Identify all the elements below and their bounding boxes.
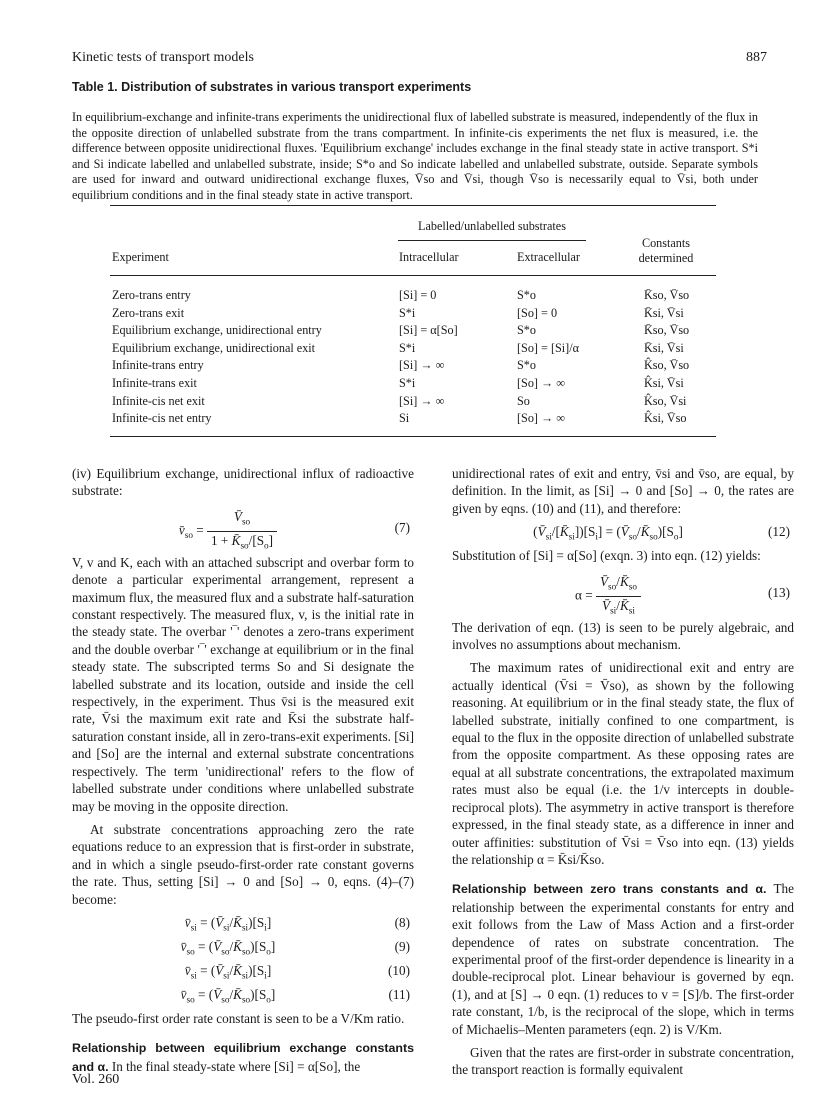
cell-intracellular: S*i <box>399 305 416 320</box>
paragraph-text: The relationship between the experimental constants for entry and exit follows from the Law of Mass Action and a first-order dependence of rates on substrate concentration. The experimental proof of the first-order dependence is linearity in a double-reciprocal plot. Linear behaviour is governed by eqn. (1), and at [S] → 0 eqn. (1) reduces to v = [S]/b. The first-order rate constant, 1/b, is the reciprocal of the slope, which in terms of Michaelis–Menten parameters (eqn. 2) is V/Km. <box>452 881 795 1037</box>
page-number: 887 <box>746 50 767 65</box>
col-header-determined: determined <box>638 251 694 265</box>
cell-constants: K̄si, V̄si <box>644 340 684 355</box>
col-header-extracellular: Extracellular <box>517 250 580 264</box>
cell-experiment: Infinite-cis net entry <box>112 411 212 426</box>
left-column <box>72 465 414 1082</box>
equation-number: (13) <box>768 584 790 600</box>
cell-constants: K̄so, V̄so <box>644 323 690 338</box>
cell-intracellular: [Si] = α[So] <box>399 323 458 338</box>
paragraph-text: In the final steady-state where [Si] = α[So], the <box>111 1058 361 1074</box>
table-top-rule <box>110 205 716 206</box>
col-header-constants: Constants <box>641 236 691 250</box>
cell-constants: K̂si, V̄so <box>644 411 687 426</box>
cell-extracellular: S*o <box>517 323 536 338</box>
paragraph: V, v and K, each with an attached subscript and overbar form to denote a particular experimental arrangement, represent a maximum flux, the measured flux and a substrate half-saturation constant respectively. The measured flux, v, is the initial rate in the steady state. The overbar '‾' denotes a zero-trans experiment and the double overbar '‾' exchange at equilibrium or in the final steady state. The subscripted terms So and Si designate the labelled substrate and its location, outside and inside the cell respectively, in the experiment. Thus v̄si is the measured exit rate, V̄si the maximum exit rate and K̄si the substrate half-saturation constant inside, all in zero-trans-exit experiments. [Si] and [So] are the internal and external substrate concentrations respectively. The term 'unidirectional' refers to the flow of labelled substrate under conditions where unlabelled substrate may be moving in the opposite direction. <box>72 554 414 814</box>
cell-extracellular: [So] → ∞ <box>517 376 565 390</box>
cell-constants: K̄si, V̄si <box>644 305 684 320</box>
cell-constants: K̂so, V̄so <box>644 358 690 373</box>
cell-extracellular: [So] = [Si]/α <box>517 340 580 355</box>
cell-intracellular: S*i <box>399 340 416 355</box>
section-heading: Relationship between equilibrium exchange constants and α. <box>72 1041 414 1074</box>
cell-constants: K̂so, V̄si <box>644 393 687 408</box>
cell-intracellular: S*i <box>399 376 416 390</box>
group-header-rule <box>398 240 586 241</box>
cell-extracellular: [So] → ∞ <box>517 411 565 426</box>
cell-experiment: Equilibrium exchange, unidirectional entry <box>112 323 322 338</box>
col-header-experiment: Experiment <box>112 250 169 264</box>
equation-number: (10) <box>388 962 410 978</box>
paragraph: At substrate concentrations approaching zero the rate equations reduce to an expression that is first-order in substrate, and in which a single pseudo-first-order rate constant governs the rate. Thus, setting [Si] → 0 and [So] → 0, eqns. (4)–(7) become: <box>72 821 414 907</box>
cell-experiment: Infinite-trans exit <box>112 376 197 390</box>
table-header-rule <box>110 275 716 276</box>
equation-number: (7) <box>394 519 410 535</box>
paragraph: Substitution of [Si] = α[So] (exqn. 3) into eqn. (12) yields: <box>452 548 761 564</box>
equation-number: (12) <box>768 524 790 540</box>
equation-8: $v̄_{si}$ = $(V̄_{si}/K̄_{si})[S_i]$ (8) <box>184 914 410 933</box>
equation-10: $v̄_{si}$ = $(V̄_{si}/K̄_{si})[S_i]$ (10) <box>184 962 410 981</box>
table-caption: In equilibrium-exchange and infinite-trans experiments the unidirectional flux of labelled substrate is measured, independently of the flux in the opposite direction of unlabelled substrate from the trans compartment. In infinite-cis experiments the net flux is measured, i.e. the difference between opposite unidirectional fluxes. 'Equilibrium exchange' includes exchange in the final steady state in active transport. S*i and Si indicate labelled and unlabelled substrate, inside; S*o and So indicate labelled and unlabelled substrate, outside. Separate symbols are used for inward and outward unidirectional exchange fluxes, V̄so and V̄si, though V̄so is necessarily equal to V̄si, both under equilibrium conditions and in the final steady state in active transport. <box>72 110 758 202</box>
cell-intracellular: Si <box>399 411 410 426</box>
cell-experiment: Infinite-trans entry <box>112 358 204 373</box>
equation-number: (8) <box>394 914 410 930</box>
paragraph: The derivation of eqn. (13) is seen to be purely algebraic, and involves no assumptions about mechanism. <box>452 619 794 653</box>
cell-intracellular: [Si] → ∞ <box>399 393 445 408</box>
cell-constants: K̂si, V̄si <box>644 376 684 390</box>
right-column <box>452 465 794 1085</box>
cell-constants: K̄so, V̄so <box>644 288 690 302</box>
equation-12: $(V̄_{si}/[K̄_{si}])[S_i]$ = $(V̄_{so}/K̄_{so})[S_o]$ (12) <box>533 524 790 542</box>
equation-number: (9) <box>394 938 410 954</box>
equation-9: $v̄_{so}$ = $(V̄_{so}/K̄_{so})[S_o]$ (9) <box>180 938 410 957</box>
paragraph: unidirectional rates of exit and entry, v̄si and v̄so, are equal, by definition. In the limit, as [Si] → 0 and [So] → 0, the rates are given by eqns. (10) and (11), and therefore: <box>452 466 794 516</box>
cell-intracellular: [Si] = 0 <box>399 288 437 302</box>
cell-extracellular: [So] = 0 <box>517 305 558 320</box>
paragraph: Given that the rates are first-order in substrate concentration, the transport reaction is formally equivalent <box>452 1044 794 1078</box>
table-group-header: Labelled/unlabelled substrates <box>418 219 566 233</box>
equation-number: (11) <box>388 986 410 1002</box>
cell-experiment: Infinite-cis net exit <box>112 393 205 408</box>
col-header-intracellular: Intracellular <box>399 250 459 264</box>
equation-13: α = $\frac{V̄_{so}/K̄_{so}}{V̄_{si}/K̄_{si}}$ (13) <box>575 573 790 616</box>
cell-experiment: Zero-trans entry <box>112 288 191 302</box>
cell-extracellular: S*o <box>517 288 536 302</box>
cell-extracellular: So <box>517 393 530 408</box>
equation-11: $v̄_{so}$ = $(V̄_{so}/K̄_{so})[S_o]$ (11) <box>180 986 410 1005</box>
paragraph: The maximum rates of unidirectional exit and entry are actually identical (V̄si = V̄so), as shown by the following reasoning. At equilibrium or in the final steady state, the flux of labelled substrate, initially confined to one compartment, is equal to the flux in the opposite direction of unlabelled substrate from the opposite compartment. As these opposing rates are equal at all substrate concentrations, the extrapolated maximum rates must also be equal (i.e. the 1/v intercepts in double-reciprocal plots). The asymmetry in active transport is therefore expressed, in the final steady state, as a difference in inner and outer affinities: substitution of V̄si = V̄so into eqn. (13) yields the relationship α = K̄si/K̄so. <box>452 660 794 867</box>
volume-footer: Vol. 260 <box>72 1072 120 1087</box>
cell-experiment: Zero-trans exit <box>112 305 185 320</box>
running-header: Kinetic tests of transport models <box>72 50 254 65</box>
equation-7: $v̄_{so}$ = $\frac{V̄_{so}}{1 + K̄_{so}/[S_o]}$ (7) <box>178 508 410 551</box>
cell-intracellular: [Si] → ∞ <box>399 358 445 373</box>
cell-experiment: Equilibrium exchange, unidirectional exit <box>112 340 316 355</box>
paragraph: The pseudo-first order rate constant is seen to be a V/Km ratio. <box>72 1010 405 1026</box>
paragraph: (iv) Equilibrium exchange, unidirectional influx of radioactive substrate: <box>72 466 414 499</box>
table-title: Table 1. Distribution of substrates in various transport experiments <box>72 80 472 94</box>
section-heading: Relationship between zero trans constants and α. <box>452 882 767 897</box>
table-bottom-rule <box>110 436 716 437</box>
cell-extracellular: S*o <box>517 358 536 373</box>
